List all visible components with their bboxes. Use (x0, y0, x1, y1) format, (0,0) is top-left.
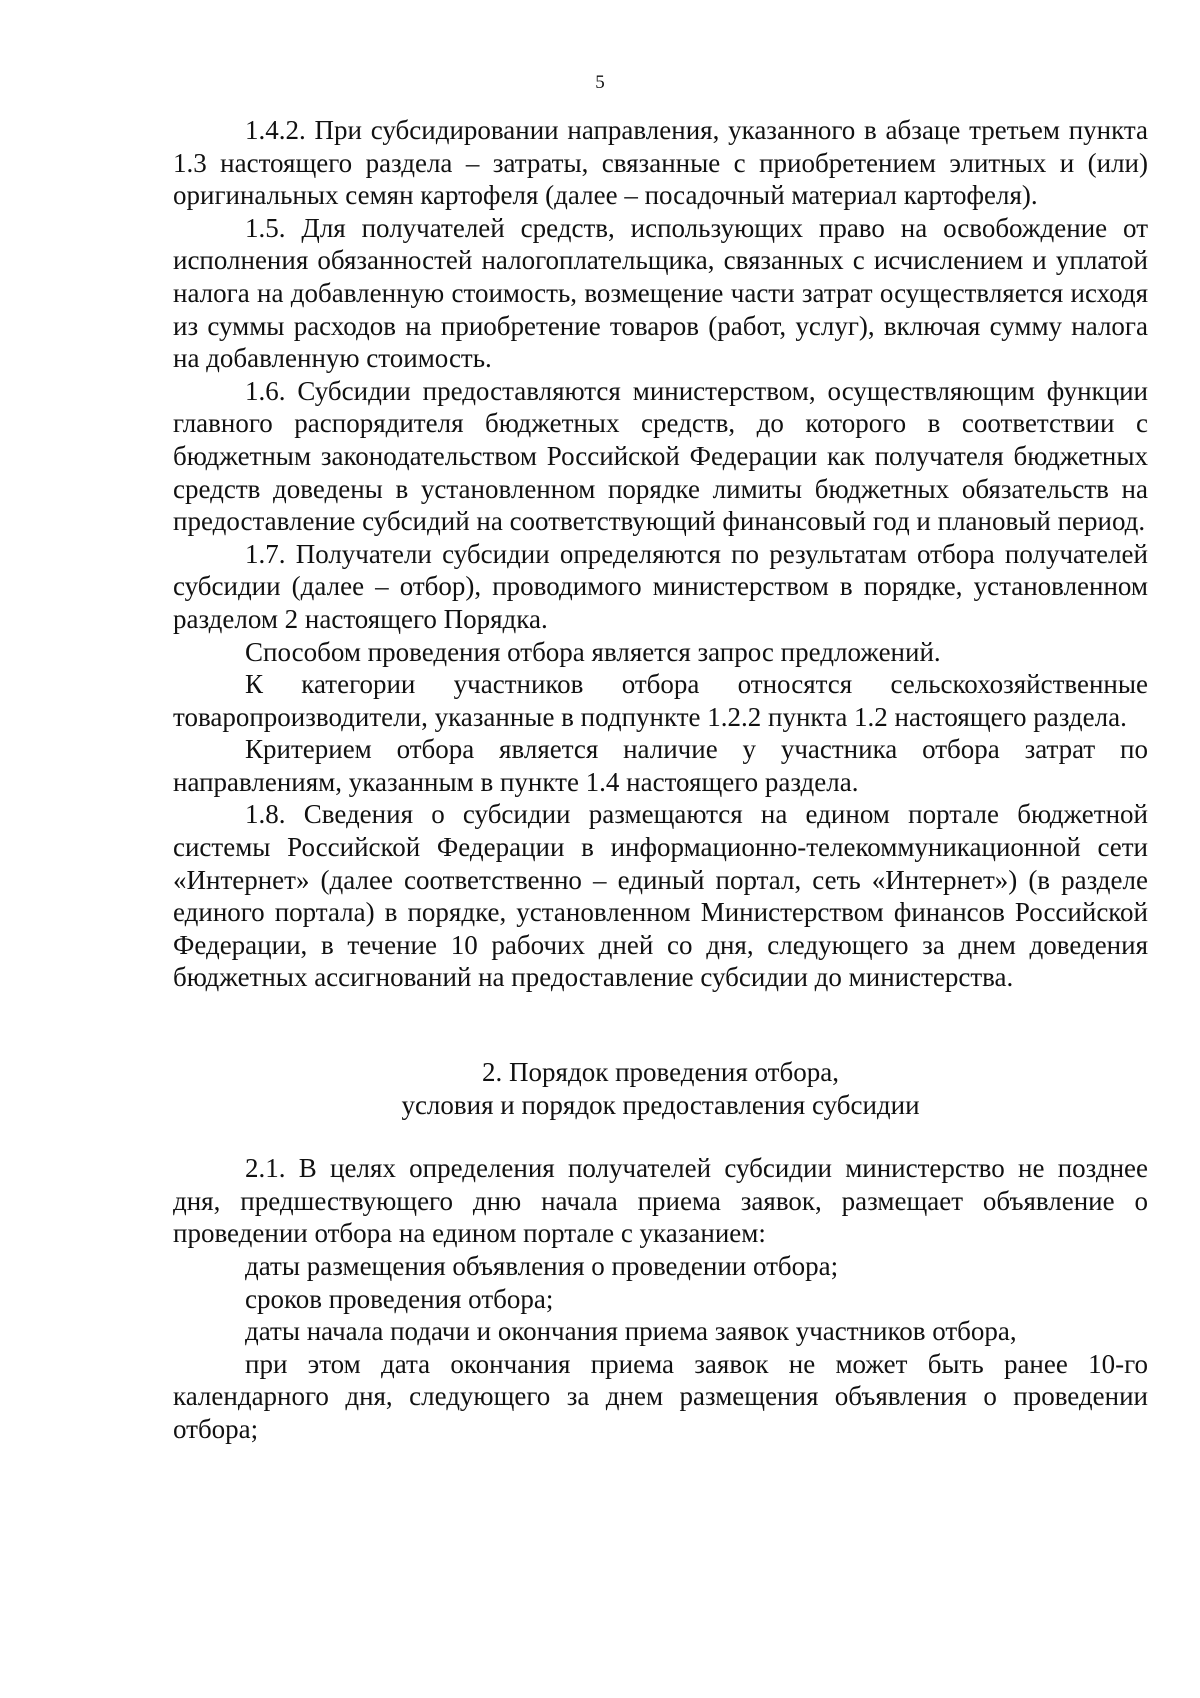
list-item-selection-terms: сроков проведения отбора; (245, 1283, 554, 1314)
section-2-heading-line-1: 2. Порядок проведения отбора, (482, 1057, 839, 1088)
paragraph-2-1: 2.1. В целях определения получателей субсидии министерство не позднее дня, предшествующего дню начала приема заявок, размещает объявление о проведении отбора на едином портале с указанием: (173, 1153, 1148, 1249)
paragraph-selection-criterion: Критерием отбора является наличие у участника отбора затрат по направлениям, указанным в пункте 1.4 настоящего раздела. (173, 734, 1148, 797)
page-number: 5 (595, 72, 605, 93)
paragraph-1-8: 1.8. Сведения о субсидии размещаются на едином портале бюджетной системы Российской Федерации в информационно-телекоммуникационной сети «Интернет» (далее соответственно – единый портал, сеть «Интернет») (в разделе единого портала) в порядке, установленном Министерством финансов Российской Федерации, в течение 10 рабочих дней со дня, следующего за днем доведения бюджетных ассигнований на предоставление субсидии до министерства. (173, 799, 1148, 993)
paragraph-1-4-2: 1.4.2. При субсидировании направления, указанного в абзаце третьем пункта 1.3 настоящего раздела – затраты, связанные с приобретением элитных и (или) оригинальных семян картофеля (далее – посадочный материал картофеля). (173, 115, 1148, 211)
document-body (173, 114, 1148, 1446)
list-item-posting-date: даты размещения объявления о проведении отбора; (245, 1251, 839, 1281)
paragraph-1-7: 1.7. Получатели субсидии определяются по результатам отбора получателей субсидии (далее – отбор), проводимого министерством в порядке, установленном разделом 2 настоящего Порядка. (173, 538, 1148, 634)
section-2-heading (173, 1056, 1148, 1121)
section-2-heading-line-2: условия и порядок предоставления субсидии (401, 1089, 920, 1120)
paragraph-participant-category: К категории участников отбора относятся сельскохозяйственные товаропроизводители, указанные в подпункте 1.2.2 пункта 1.2 настоящего раздела. (173, 669, 1148, 732)
paragraph-selection-method: Способом проведения отбора является запрос предложений. (245, 636, 941, 667)
paragraph-deadline-note: при этом дата окончания приема заявок не может быть ранее 10-го календарного дня, следующего за днем размещения объявления о проведении отбора; (173, 1348, 1148, 1444)
paragraph-1-5: 1.5. Для получателей средств, использующих право на освобождение от исполнения обязанностей налогоплательщика, связанных с исчислением и уплатой налога на добавленную стоимость, возмещение части затрат осуществляется исходя из суммы расходов на приобретение товаров (работ, услуг), включая сумму налога на добавленную стоимость. (173, 212, 1148, 374)
list-item-application-dates: даты начала подачи и окончания приема заявок участников отбора, (245, 1316, 1017, 1347)
paragraph-1-6: 1.6. Субсидии предоставляются министерством, осуществляющим функции главного распорядителя бюджетных средств, до которого в соответствии с бюджетным законодательством Российской Федерации как получателя бюджетных средств доведены в установленном порядке лимиты бюджетных обязательств на предоставление субсидий на соответствующий финансовый год и плановый период. (173, 375, 1148, 537)
